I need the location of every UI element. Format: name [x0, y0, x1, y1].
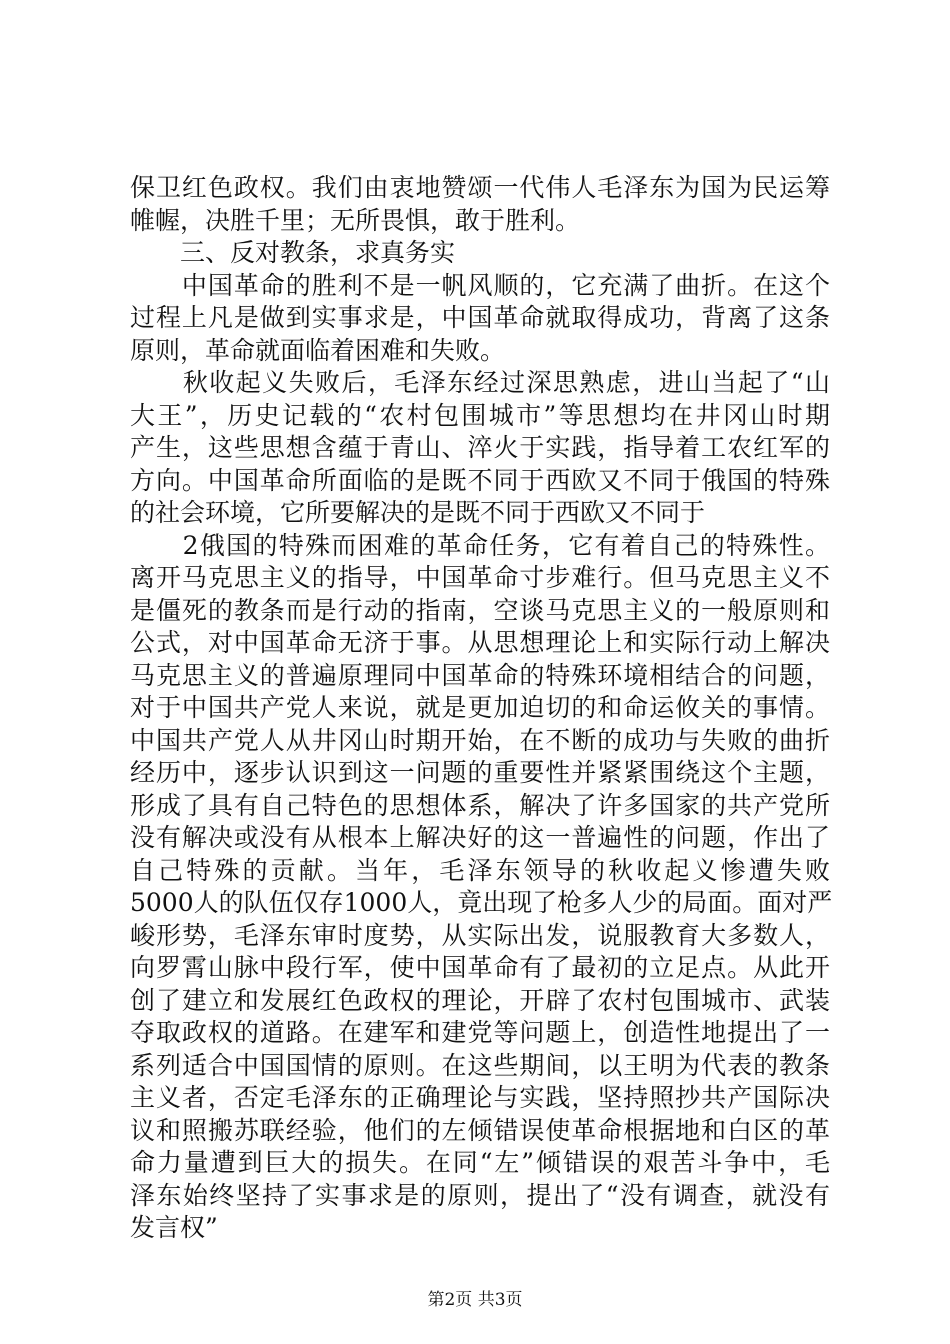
text-line: 5000人的队伍仅存1000人，竟出现了枪多人少的局面。面对严: [130, 888, 833, 917]
page-footer: 第2页 共3页: [427, 1290, 523, 1310]
text-line: 秋收起义失败后，毛泽东经过深思熟虑，进山当起了“山: [130, 368, 830, 397]
text-line: 主义者，否定毛泽东的正确理论与实践，坚持照抄共产国际决: [130, 1083, 830, 1112]
text-line: 夺取政权的道路。在建军和建党等问题上，创造性地提出了一: [130, 1018, 830, 1047]
text-line: 向罗霄山脉中段行军，使中国革命有了最初的立足点。从此开: [130, 953, 830, 982]
text-line: 三、反对教条，求真务实: [130, 238, 456, 267]
text-line: 对于中国共产党人来说，就是更加迫切的和命运攸关的事情。: [130, 693, 830, 722]
text-line: 中国革命的胜利不是一帆风顺的，它充满了曲折。在这个: [130, 270, 830, 300]
text-line: 中国共产党人从井冈山时期开始，在不断的成功与失败的曲折: [130, 725, 830, 755]
text-line: 马克思主义的普遍原理同中国革命的特殊环境相结合的问题，: [130, 660, 830, 690]
text-line: 离开马克思主义的指导，中国革命寸步难行。但马克思主义不: [130, 563, 830, 592]
text-line: 经历中，逐步认识到这一问题的重要性并紧紧围绕这个主题，: [130, 758, 830, 787]
text-line: 大王”，历史记载的“农村包围城市”等思想均在井冈山时期: [130, 400, 830, 430]
text-line: 自己特殊的贡献。当年，毛泽东领导的秋收起义惨遭失败: [130, 855, 830, 885]
text-line: 过程上凡是做到实事求是，中国革命就取得成功，背离了这条: [130, 303, 830, 332]
text-line: 产生，这些思想含蕴于青山、淬火于实践，指导着工农红军的: [130, 433, 830, 462]
text-line: 原则，革命就面临着困难和失败。: [130, 335, 506, 365]
text-line: 命力量遭到巨大的损失。在同“左”倾错误的艰苦斗争中，毛: [130, 1148, 830, 1177]
text-line: 的社会环境，它所要解决的是既不同于西欧又不同于: [130, 498, 706, 527]
text-line: 系列适合中国国情的原则。在这些期间，以王明为代表的教条: [130, 1050, 830, 1080]
text-line: 泽东始终坚持了实事求是的原则，提出了“没有调查，就没有: [130, 1180, 830, 1210]
text-line: 2俄国的特殊而困难的革命任务，它有着自己的特殊性。: [130, 530, 830, 560]
text-line: 保卫红色政权。我们由衷地赞颂一代伟人毛泽东为国为民运筹: [130, 173, 830, 202]
text-line: 是僵死的教条而是行动的指南，空谈马克思主义的一般原则和: [130, 595, 830, 625]
text-line: 方向。中国革命所面临的是既不同于西欧又不同于俄国的特殊: [130, 465, 830, 495]
text-line: 公式，对中国革命无济于事。从思想理论上和实际行动上解决: [130, 628, 830, 657]
text-line: 创了建立和发展红色政权的理论，开辟了农村包围城市、武装: [130, 985, 830, 1015]
document-body: [130, 172, 833, 1245]
text-line: 议和照搬苏联经验，他们的左倾错误使革命根据地和白区的革: [130, 1115, 830, 1145]
text-line: 帷幄，决胜千里；无所畏惧，敢于胜利。: [130, 205, 581, 235]
text-line: 发言权”: [130, 1213, 218, 1242]
text-line: 形成了具有自己特色的思想体系，解决了许多国家的共产党所: [130, 790, 830, 820]
text-line: 峻形势，毛泽东审时度势，从实际出发，说服教育大多数人，: [130, 920, 830, 950]
text-line: 没有解决或没有从根本上解决好的这一普遍性的问题，作出了: [130, 823, 830, 852]
